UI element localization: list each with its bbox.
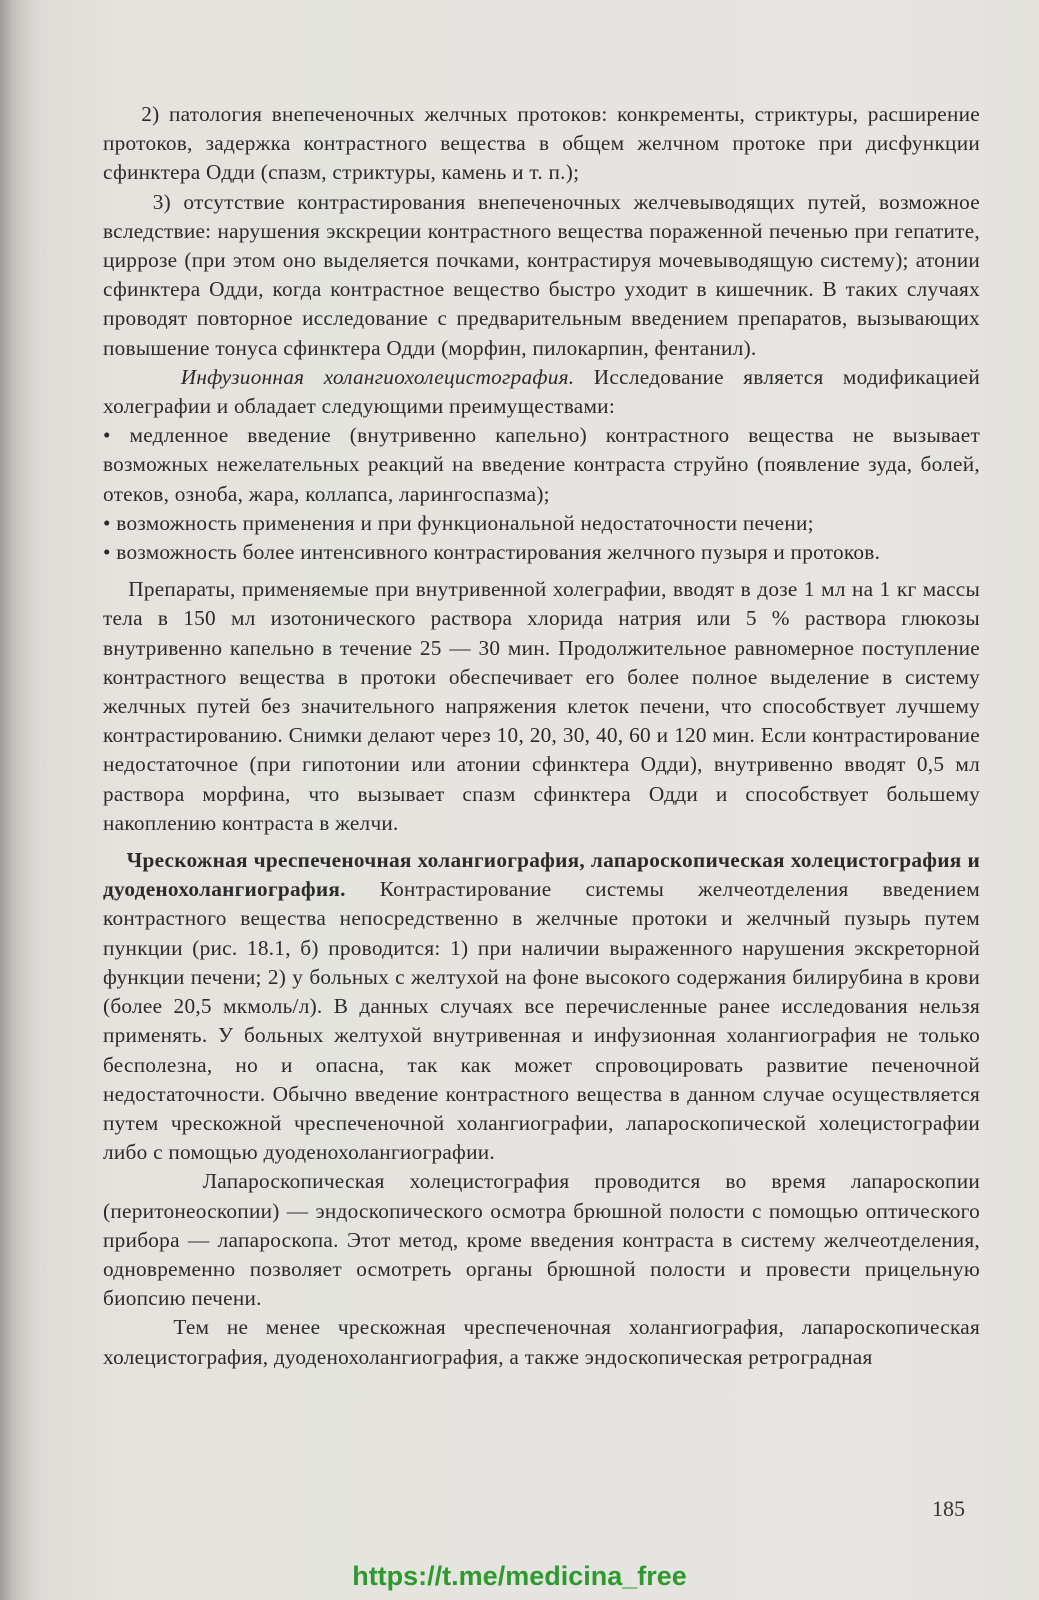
italic-heading: Инфузионная холангиохолецистография. bbox=[180, 364, 575, 389]
paragraph-laparoscopic: Лапароскопическая холецистография проводится во время лапароскопии (перитонеоскопии) — эндоскопического осмотра брюшной полости с помощью оптического прибора — лапароскопа. Этот метод, кроме введения контраста в систему желчеотделения, одновременно позволяет осмотреть органы брюшной полости и провести прицельную биопсию печени. bbox=[103, 1169, 980, 1311]
page-number: 185 bbox=[932, 1496, 965, 1521]
bold-heading: Чрескожная чреспеченочная холангиография, лапароскопическая холецистография и дуоденохолангиография. bbox=[103, 848, 980, 902]
paragraph-percutaneous: Чрескожная чреспеченочная холангиография, лапароскопическая холецистография и дуоденохолангиография. Контрастирование системы желчеотделения введением контрастного вещества непосредственно в желчные протоки и желчный пузырь путем пункции (рис. 18.1, б) проводится: 1) при наличии выраженного нарушения экскреторной функции печени; 2) у больных с желтухой на фоне высокого содержания билирубина в крови (более 20,5 мкмоль/л). В данных случаях все перечисленные ранее исследования нельзя применять. У больных желтухой внутривенная и инфузионная холангиография не только бесполезна, но и опасна, так как может спровоцировать развитие печеночной недостаточности. Обычно введение контрастного вещества в данном случае осуществляется путем чрескожной чреспеченочной холангиографии, лапароскопической холецистографии либо с помощью дуоденохолангиографии. bbox=[103, 848, 980, 1165]
bullet-icon bbox=[103, 423, 130, 447]
paragraph-no-contrast: 3) отсутствие контрастирования внепеченочных желчевыводящих путей, возможное вследствие: нарушения экскреции контрастного вещества пораженной печенью при гепатите, циррозе (при этом оно выделяется почками, контрастируя мочевыводящую систему); атонии сфинктера Одди, когда контрастное вещество быстро уходит в кишечник. В таких случаях проводят повторное исследование с предварительным введением препаратов, вызывающих повышение тонуса сфинктера Одди (морфин, пилокарпин, фентанил). bbox=[103, 189, 980, 360]
paragraph-extrahepatic-pathology: 2) патология внепеченочных желчных протоков: конкременты, стриктуры, расширение протоков, задержка контрастного вещества в общем желчном протоке при дисфункции сфинктера Одди (спазм, стриктуры, камень и т. п.); bbox=[103, 102, 981, 185]
bullet-item: • возможность применения и при функциональной недостаточности печени; bbox=[103, 509, 980, 538]
body-text bbox=[103, 100, 980, 1372]
bullet-item: • возможность более интенсивного контрастирования желчного пузыря и протоков. bbox=[103, 538, 980, 567]
paragraph-preparations: Препараты, применяемые при внутривенной холеграфии, вводят в дозе 1 мл на 1 кг массы тела в 150 мл изотонического раствора хлорида натрия или 5 % раствора глюкозы внутривенно капельно в течение 25 — 30 мин. Продолжительное равномерное поступление контрастного вещества в протоки обеспечивает его более полное выделение в систему желчных путей без значительного напряжения клеток печени, что способствует лучшему контрастированию. Снимки делают через 10, 20, 30, 40, 60 и 120 мин. Если контрастирование недостаточное (при гипотонии или атонии сфинктера Одди), внутривенно вводят 0,5 мл раствора морфина, что вызывает спазм сфинктера Одди и способствует большему накоплению контраста в желчи. bbox=[103, 577, 981, 835]
bullet-icon bbox=[103, 540, 116, 564]
bullet-item: • медленное введение (внутривенно капельно) контрастного вещества не вызывает возможных нежелательных реакций на введение контраста струйно (появление зуда, болей, отеков, озноба, жара, коллапса, ларингоспазма); bbox=[103, 421, 980, 509]
paragraph-infusion-intro: Инфузионная холангиохолецистография. Исследование является модификацией холеграфии и обладает следующими преимуществами: bbox=[103, 364, 980, 419]
paragraph-nevertheless: Тем не менее чрескожная чреспеченочная холангиография, лапароскопическая холецистография, дуоденохолангиография, а также эндоскопическая ретроградная bbox=[103, 1315, 981, 1369]
bullet-icon bbox=[103, 511, 116, 535]
telegram-link[interactable]: https://t.me/medicina_free bbox=[352, 1561, 687, 1591]
